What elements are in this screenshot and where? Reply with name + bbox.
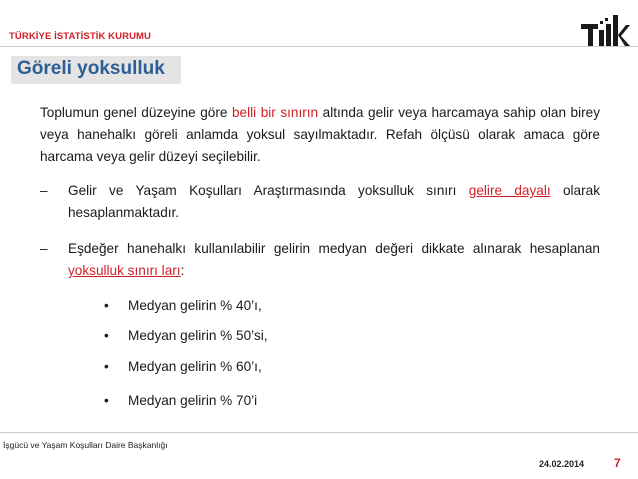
dash-mark: – [40, 183, 48, 198]
logo-bar [613, 15, 618, 46]
logo-stem [588, 24, 593, 46]
dash-text [68, 238, 600, 282]
organization-name: TÜRKİYE İSTATİSTİK KURUMU [9, 31, 152, 42]
footer-divider [0, 432, 638, 433]
dash-item [40, 180, 600, 224]
bullet-text: Medyan gelirin % 40’ı, [128, 298, 262, 313]
bullet-dot: • [104, 328, 109, 343]
dash-item [40, 238, 600, 282]
dash-highlight: gelire dayalı [468, 183, 551, 198]
bullet-item [104, 325, 268, 347]
dash-text-part: olarak hesaplanmaktadır. [68, 183, 600, 220]
paragraph-highlight: belli bir sınırın [231, 105, 319, 120]
bullet-dot: • [104, 359, 109, 374]
tuik-logo [578, 11, 630, 49]
bullet-item [104, 356, 262, 378]
bullet-item [104, 295, 262, 317]
bullet-dot: • [104, 393, 109, 408]
dash-text-part: : [180, 263, 185, 278]
slide-title: Göreli yoksulluk [17, 58, 165, 79]
intro-paragraph [40, 102, 600, 168]
dash-text [68, 180, 600, 224]
dash-highlight: yoksulluk sınırı ları [68, 263, 181, 278]
page-number: 7 [614, 456, 621, 470]
dash-mark: – [40, 241, 48, 256]
footer-department: İşgücü ve Yaşam Koşulları Daire Başkanlığı [3, 440, 168, 450]
bullet-item [104, 390, 257, 412]
header-divider [0, 46, 638, 47]
bullet-dot: • [104, 298, 109, 313]
logo-dot [600, 21, 603, 24]
bullet-text: Medyan gelirin % 60’ı, [128, 359, 262, 374]
bullet-text: Medyan gelirin % 50’si, [128, 328, 268, 343]
logo-k-arm [618, 25, 630, 46]
dash-text-part: Eşdeğer hanehalkı kullanılabilir gelirin medyan değeri dikkate alınarak hesaplanan [68, 241, 600, 256]
paragraph-text: Toplumun genel düzeyine göre [40, 105, 232, 120]
footer-date: 24.02.2014 [539, 459, 585, 469]
logo-bar [606, 24, 611, 46]
logo-dot [605, 18, 608, 21]
title-box [11, 56, 181, 84]
bullet-text: Medyan gelirin % 70’i [128, 393, 258, 408]
paragraph-text: altında gelir veya harcamaya sahip olan birey veya hanehalkı göreli anlamda yoksul sayılmaktadır. Refah ölçüsü olarak amaca göre harcama veya gelir düzeyi seçilebilir. [40, 105, 601, 164]
dash-text-part: Gelir ve Yaşam Koşulları Araştırmasında yoksulluk sınırı [68, 183, 469, 198]
logo-bar [599, 30, 604, 46]
